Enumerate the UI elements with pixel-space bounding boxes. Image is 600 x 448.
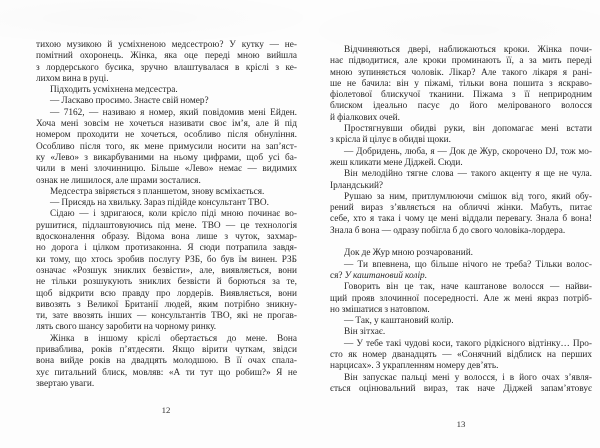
text-line: Жінка в іншому кріслі обертається до мене. Вона xyxy=(50,333,297,344)
text-line: Простягнувши обидві руки, він допомагає мені встати xyxy=(344,124,592,135)
text-line: — Добридень, люба, я — Док де Жур, скорочено DJ, тож мо- xyxy=(344,146,592,157)
text-line: рушитися, підлаштовуючись під мене. ТВО — це технологія xyxy=(36,220,297,231)
text-line: помітний охоронець. Жінка, яка оце переді мною вийшла xyxy=(36,51,297,62)
text-line: Медсестра звіряється з планшетом, знову всміхається. xyxy=(50,186,265,197)
text-line: вдосконалення образу. Відома вона лише з чуток, захмар- xyxy=(36,232,297,243)
text-line: фіолетової блискучої тканини. Піжама з її неприродним xyxy=(330,90,592,101)
text-line: себе, хто я така і чому це мені віддали перевагу. Знала б вона! xyxy=(330,214,592,225)
text-line: блиском ідеально пасує до його мелірованого волосся xyxy=(330,101,592,112)
text-line: Він мелодійно тягне слова — такого акценту я ще не чула. xyxy=(344,169,592,180)
text-line: лихом вина в руці. xyxy=(36,73,109,84)
text-line: — У тебе такі чудові коси, такого рідкісного відтінку… Про- xyxy=(344,338,592,349)
text-line: з крісла й цілує в обидві щоки. xyxy=(330,135,451,146)
text-line: жеш кликати мене Діджей. Сюди. xyxy=(330,157,463,168)
right-page-number: 13 xyxy=(456,419,466,429)
text-line: Він зітхає. xyxy=(344,327,386,338)
text-line: ку «Лево» з викарбуваними на ньому цифрами, щоб усі ба- xyxy=(36,152,297,163)
text-line: ся? У каштановий колір. xyxy=(330,270,428,281)
left-page-text xyxy=(36,40,297,390)
text-line: но змішатися з натовпом. xyxy=(330,304,430,315)
text-line: Говорить він це так, наче каштанове волосся — найви- xyxy=(344,282,592,293)
text-line: означає «Розшук зниклих безвісти», але, виявляється, вони xyxy=(36,265,297,276)
text-line: ється оцінювальний вираз, так наче Діджей запам’ятовує xyxy=(330,383,592,394)
text-line: з лордерського бусика, зручно влаштувалася в кріслі з ке- xyxy=(36,62,297,73)
text-line: Сідаю — і здригаюся, коли крісло піді мною починає во- xyxy=(50,209,297,220)
text-line: — Ласкаво просимо. Знаєте свій номер? xyxy=(50,96,209,107)
text-line: рений вираз з’являється на обличчі жінки. Мабуть, питає xyxy=(330,203,592,214)
text-line: Ірландський? xyxy=(330,180,384,191)
text-line: хує питальний блиск, мовляв: «А ти тут що робиш?» Я не xyxy=(36,367,297,378)
text-line: вивозять з Великої Британії людей, яким потрібно зникну- xyxy=(36,299,297,310)
text-line: Док де Жур мною розчарований. xyxy=(344,248,474,259)
text-line: мною зупиняється чоловік. Лікар? Але такого лікаря я рані- xyxy=(330,67,592,78)
text-line: номером проходити не хочеться, особливо після обнуління. xyxy=(36,130,297,141)
text-line: ки тому, що хтось зробив послугу РЗБ, бо був їм винен. РЗБ xyxy=(36,254,297,265)
text-line: щоб відкрити всю правду про лордерів. Виявляється, вони xyxy=(36,288,297,299)
text-line: не тільки розшукують зниклих безвісти й борються за те, xyxy=(36,277,297,288)
text-line: нає підводитися, але кроки проминають її, а за мить переді xyxy=(330,56,592,67)
text-line: Підходить усміхнена медсестра. xyxy=(50,85,178,96)
text-line: — Так, у каштановий колір. xyxy=(344,316,454,327)
text-line: — Присядь на хвильку. Зараз підійде консультант ТВО. xyxy=(50,198,269,209)
text-line: — 7162, — називаю я номер, який повідомив мені Ейден. xyxy=(50,107,297,118)
text-line: но дорога і цілком протизаконна. Я сюди потрапила завдя- xyxy=(36,243,297,254)
right-page-text xyxy=(330,45,592,395)
text-line: Відчиняються двері, наближаються кроки. Жінка почи- xyxy=(344,45,592,55)
text-line: Рушаю за ним, притлумлюючи смішок від того, який обу- xyxy=(344,191,592,202)
text-line: Знала б вона — одразу побігла б до свого чоловіка-лордера. xyxy=(330,225,566,236)
text-line: лять свого шансу заробити на чорному ринку. xyxy=(36,322,217,333)
text-line: вона вийде років на двадцять молодшою. В її очах спала- xyxy=(36,356,297,367)
text-line: ше не бачила: він у піжамі, тільки вона пошита з яскраво- xyxy=(330,78,592,89)
text-line: приваблива, років п’ятдесяти. Якщо вірити чуткам, звідси xyxy=(36,345,297,356)
text-line: тихою музикою й усміхненою медсестрою? У кутку — не- xyxy=(36,40,297,50)
left-page-number: 12 xyxy=(161,405,171,415)
text-line: й фіалкових очей. xyxy=(330,112,400,123)
text-line: Він запускає пальці мені у волосся, і в його очах з’явля- xyxy=(344,372,592,383)
text-line: ознак не лишилося, але шрами зосталися. xyxy=(36,175,201,186)
text-line: Особливо після того, як мене примусили носити на зап’яст- xyxy=(36,141,297,152)
text-line: нарцисах». З украпленням номеру дев’ять. xyxy=(330,361,499,372)
text-line: чили в мені злочинницю. Більше «Лево» немає — видимих xyxy=(36,164,297,175)
text-line: щий прояв злочинної посередності. Але ж мені якраз потріб- xyxy=(330,293,592,304)
text-line xyxy=(330,237,592,248)
text-line: звертаю уваги. xyxy=(36,378,95,389)
text-line: — Ти впевнена, що більше нічого не треба? Тільки волос- xyxy=(344,259,592,270)
text-line: сто як номер дванадцять — «Сонячний відблиск на перших xyxy=(330,350,592,361)
text-line: Хоча мені зовсім не хочеться називати своє ім’я, але й під xyxy=(36,119,297,130)
text-line: ти, зате ввозять інших — консультантів ТВО, які не прогав- xyxy=(36,311,297,322)
emphasized-text: У каштановий колір. xyxy=(344,270,428,281)
